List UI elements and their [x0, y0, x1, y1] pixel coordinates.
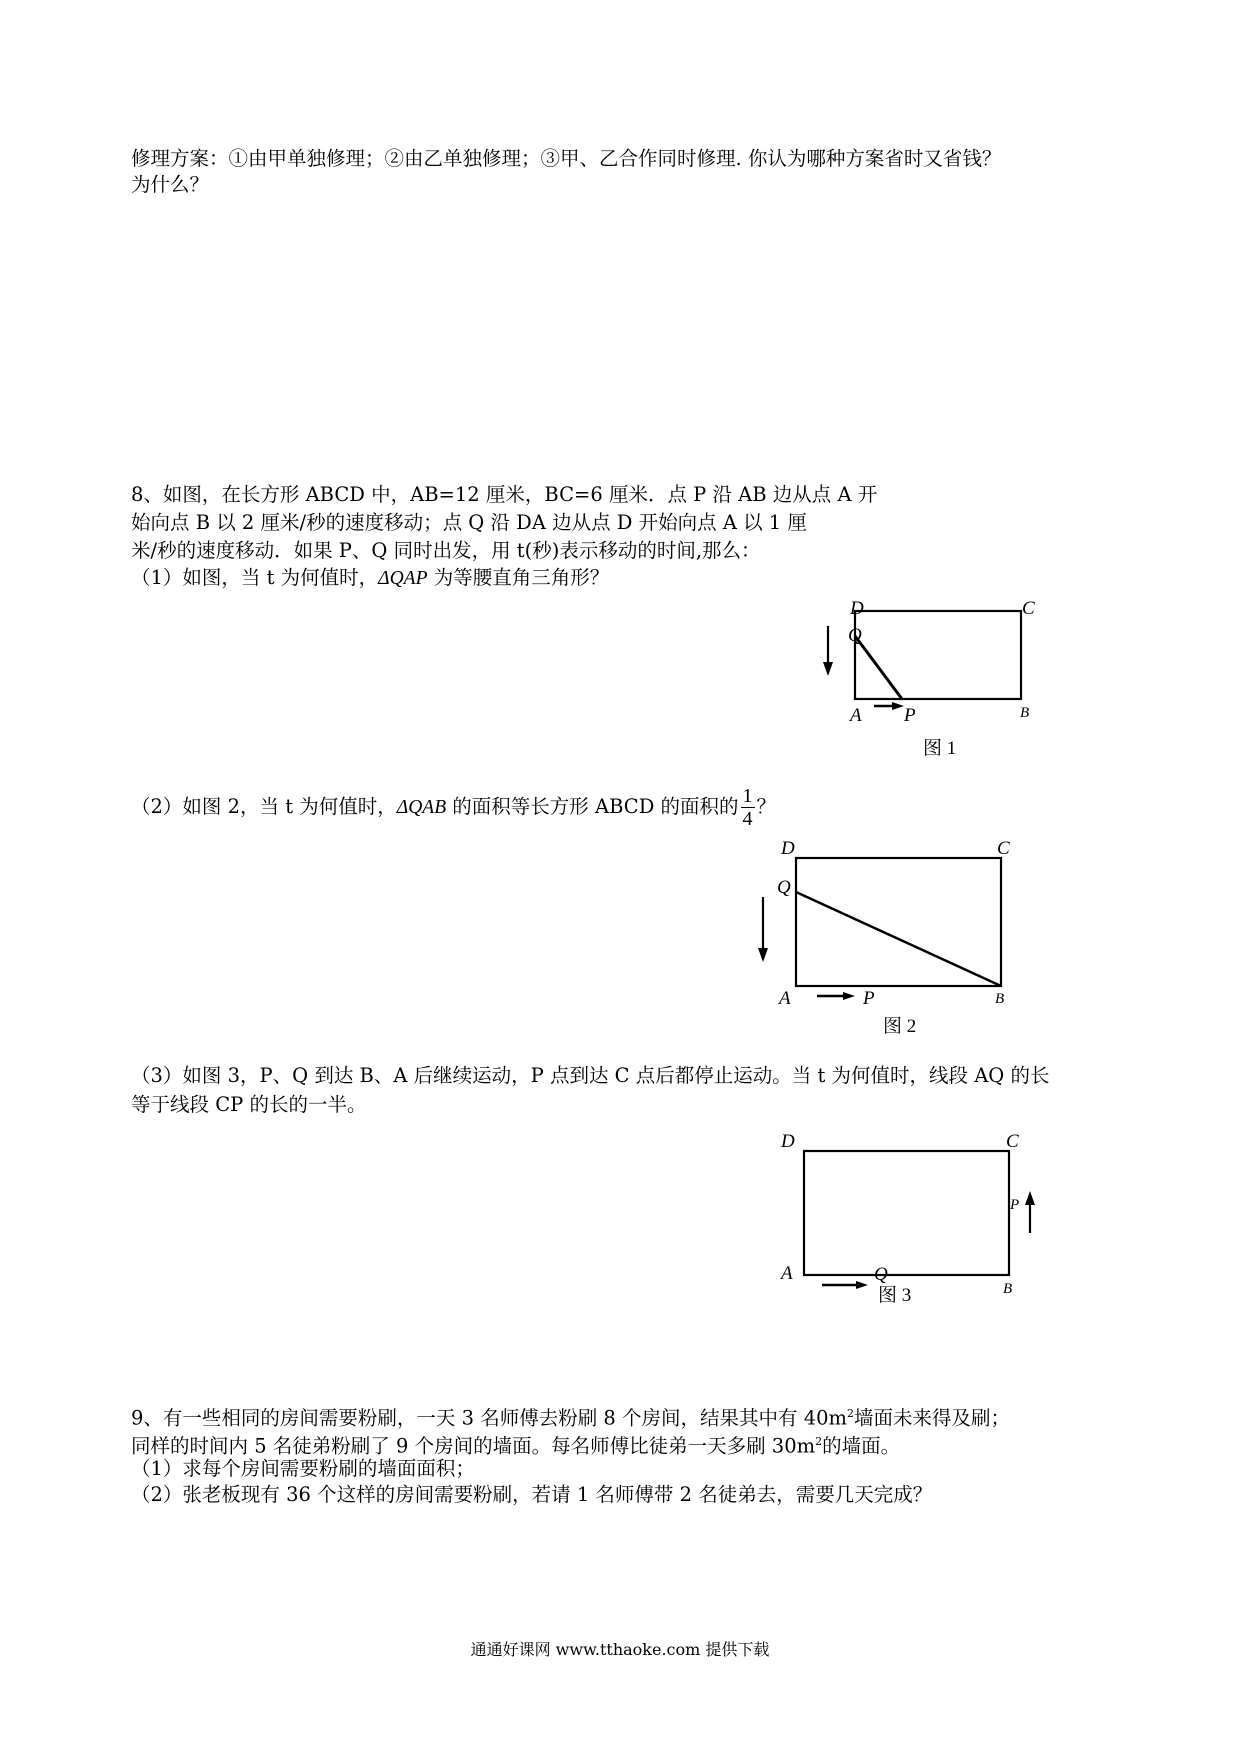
fig2-label-P: P — [863, 988, 875, 1009]
fig1-label-A: A — [850, 705, 862, 726]
fig2-caption: 图 2 — [883, 1016, 917, 1037]
q8-line-1: 8、如图，在长方形 ABCD 中，AB=12 厘米，BC=6 厘米．点 P 沿 AB 边从点 A 开 — [131, 483, 878, 506]
fig1-label-P: P — [904, 705, 916, 726]
fig1-label-Q: Q — [848, 625, 862, 646]
fig2-label-A: A — [779, 988, 791, 1009]
q8-part-3-line-2: 等于线段 CP 的长的一半。 — [131, 1093, 367, 1116]
fig3-label-C: C — [1006, 1131, 1019, 1152]
figure-2 — [745, 832, 1025, 1037]
q9-part-2: （2）张老板现有 36 个这样的房间需要粉刷，若请 1 名师傅带 2 名徒弟去，需要几天完成？ — [131, 1483, 933, 1506]
fraction-one-quarter: $\frac{1}{4}$ — [742, 785, 753, 830]
fig1-label-C: C — [1022, 598, 1035, 619]
q8-part-2-triangle: ΔQAB — [396, 797, 447, 818]
fig2-label-Q: Q — [777, 877, 791, 898]
fig3-label-P: P — [1010, 1197, 1020, 1213]
figure-1 — [810, 596, 1050, 759]
fig1-label-B: B — [1020, 705, 1030, 721]
q8-part-1-triangle: ΔQAP — [378, 568, 428, 589]
q8-part-2-post: ？ — [756, 795, 777, 818]
figure-3 — [770, 1125, 1050, 1310]
fig2-label-D: D — [781, 838, 795, 859]
q9-part-1: （1）求每个房间需要粉刷的墙面面积； — [131, 1457, 475, 1480]
q7-line-2: 为什么？ — [131, 173, 210, 196]
fig2-label-C: C — [997, 838, 1010, 859]
fig3-label-D: D — [781, 1131, 795, 1152]
fig3-label-A: A — [781, 1263, 793, 1284]
q9-line-2: 同样的时间内 5 名徒弟粉刷了 9 个房间的墙面。每名师傅比徒弟一天多刷 $30m^2$的墙面。 — [131, 1434, 901, 1458]
q8-part-1-pre: （1）如图，当 t 为何值时， — [131, 566, 379, 589]
q9-line-1: 9、有一些相同的房间需要粉刷，一天 3 名师傅去粉刷 8 个房间，结果其中有 $40m^2$墙面未来得及刷； — [131, 1406, 1011, 1430]
fig3-label-B: B — [1003, 1281, 1013, 1297]
q8-part-1 — [131, 565, 609, 592]
fig1-label-D: D — [850, 598, 864, 619]
fig3-caption: 图 3 — [878, 1285, 912, 1306]
q7-line-1: 修理方案：①由甲单独修理；②由乙单独修理；③甲、乙合作同时修理. 你认为哪种方案省时又省钱？ — [131, 147, 1002, 170]
fig1-caption: 图 1 — [923, 738, 957, 759]
footer: 通通好课网 www.tthaoke.com 提供下载 — [470, 1640, 770, 1659]
q8-part-1-post: 为等腰直角三角形？ — [427, 566, 610, 589]
q8-line-3: 米/秒的速度移动．如果 P、Q 同时出发，用 t(秒)表示移动的时间,那么： — [131, 539, 761, 562]
q8-part-3-line-1: （3）如图 3，P、Q 到达 B、A 后继续运动，P 点到达 C 点后都停止运动。当 t 为何值时，线段 AQ 的长 — [131, 1064, 1050, 1087]
fig3-label-Q: Q — [874, 1264, 888, 1285]
q8-part-2-pre: （2）如图 2，当 t 为何值时， — [131, 795, 397, 818]
q8-part-2 — [131, 785, 776, 830]
fig2-label-B: B — [995, 991, 1005, 1007]
q8-line-2: 始向点 B 以 2 厘米/秒的速度移动；点 Q 沿 DA 边从点 D 开始向点 A 以 1 厘 — [131, 511, 807, 534]
q8-part-2-mid: 的面积等长方形 ABCD 的面积的 — [446, 795, 739, 818]
